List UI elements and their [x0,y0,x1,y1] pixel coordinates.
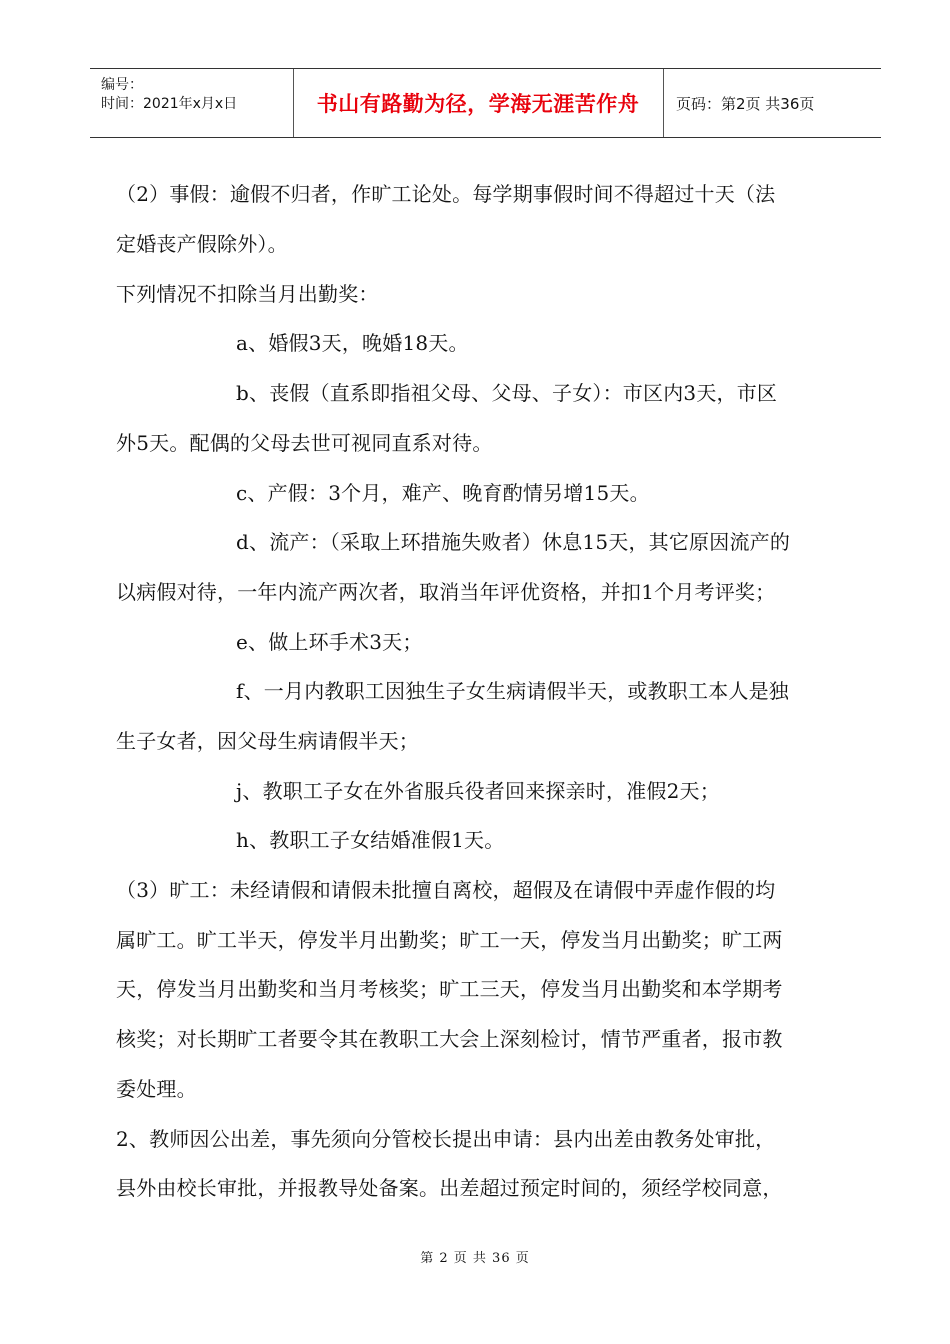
body-line: 生子女者，因父母生病请假半天； [116,729,419,753]
body-line: 核奖；对长期旷工者要令其在教职工大会上深刻检讨，情节严重者，报市教 [116,1027,783,1051]
header-motto-cell [293,69,664,137]
list-item: c、产假：3个月，难产、晚育酌情另增15天。 [236,481,650,505]
body-line: 2、教师因公出差，事先须向分管校长提出申请：县内出差由教务处审批， [116,1127,776,1151]
body-line: （3）旷工：未经请假和请假未批擅自离校，超假及在请假中弄虚作假的均 [116,878,776,902]
header-meta-cell [90,69,294,137]
body-line: 天，停发当月出勤奖和当月考核奖；旷工三天，停发当月出勤奖和本学期考 [116,977,783,1001]
motto-text: 书山有路勤为径，学海无涯苦作舟 [316,92,640,116]
list-item: a、婚假3天，晚婚18天。 [236,331,469,355]
body-line: （2）事假：逾假不归者，作旷工论处。每学期事假时间不得超过十天（法 [116,182,776,206]
list-item: h、教职工子女结婚准假1天。 [236,828,505,852]
body-line: 以病假对待，一年内流产两次者，取消当年评优资格，并扣1个月考评奖； [116,580,776,604]
serial-label: 编号： [101,77,143,93]
body-line: 委处理。 [116,1077,197,1101]
list-item: f、一月内教职工因独生子女生病请假半天，或教职工本人是独 [236,679,790,703]
body-line: 下列情况不扣除当月出勤奖： [116,282,379,306]
body-line: 外5天。配偶的父母去世可视同直系对待。 [116,431,493,455]
body-line: 属旷工。旷工半天，停发半月出勤奖；旷工一天，停发当月出勤奖；旷工两 [116,928,783,952]
time-label: 时间：2021年x月x日 [101,96,238,112]
page-info: 页码：第2页 共36页 [676,94,815,113]
list-item: j、教职工子女在外省服兵役者回来探亲时，准假2天； [236,779,720,803]
list-item: e、做上环手术3天； [236,630,423,654]
list-item: b、丧假（直系即指祖父母、父母、子女）：市区内3天，市区 [236,381,778,405]
page-footer: 第 2 页 共 36 页 [420,1251,530,1266]
list-item: d、流产：（采取上环措施失败者）休息15天，其它原因流产的 [236,530,791,554]
body-line: 定婚丧产假除外）。 [116,232,288,256]
body-line: 县外由校长审批，并报教导处备案。出差超过预定时间的，须经学校同意， [116,1176,783,1200]
document-header [90,68,881,138]
header-page-cell [664,69,881,137]
